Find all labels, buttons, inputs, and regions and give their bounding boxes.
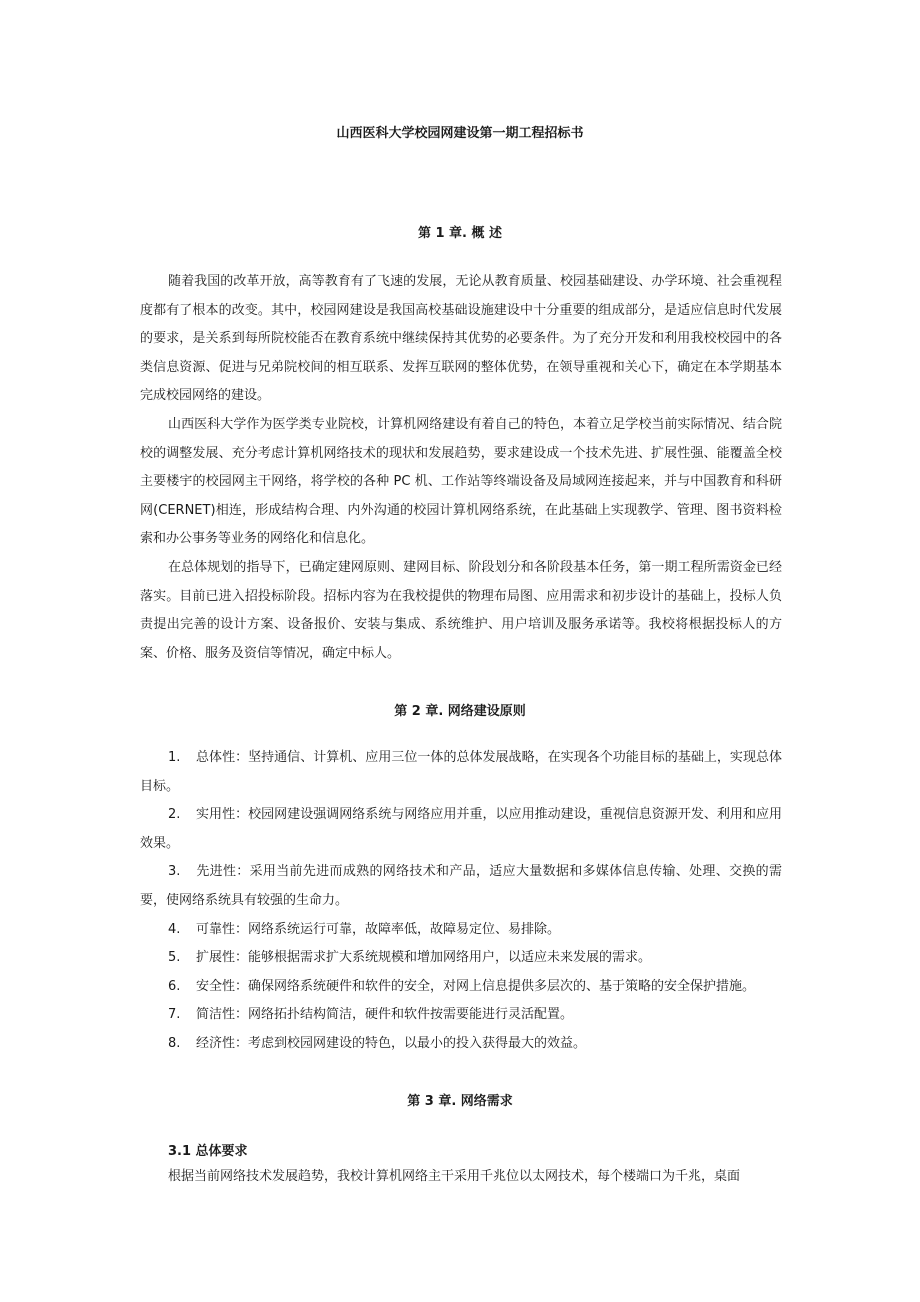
list-item xyxy=(140,1030,782,1059)
list-item xyxy=(140,801,782,858)
list-item-text: 安全性：确保网络系统硬件和软件的安全，对网上信息提供多层次的、基于策略的安全保护措施。 xyxy=(196,978,756,994)
list-item-number: 7. xyxy=(168,1007,181,1023)
chapter-1-heading: 第 1 章. 概 述 xyxy=(417,226,503,241)
list-item-number: 6. xyxy=(168,978,181,994)
chapter-2-heading: 第 2 章. 网络建设原则 xyxy=(394,704,526,719)
list-item-text: 简洁性：网络拓扑结构简洁，硬件和软件按需要能进行灵活配置。 xyxy=(196,1007,574,1023)
list-item-text: 先进性：采用当前先进而成熟的网络技术和产品，适应大量数据和多媒体信息传输、处理、交换的需要，使网络系统具有较强的生命力。 xyxy=(140,864,782,908)
chapter-3-body xyxy=(140,1163,782,1192)
chapter-1-paragraph-3: 在总体规划的指导下，已确定建网原则、建网目标、阶段划分和各阶段基本任务，第一期工程所需资金已经落实。目前已进入招投标阶段。招标内容为在我校提供的物理布局图、应用需求和初步设计的基础上，投标人负责提出完善的设计方案、设备报价、安装与集成、系统维护、用户培训及服务承诺等。我校将根据投标人的方案、价格、服务及资信等情况，确定中标人。 xyxy=(140,559,782,661)
list-item-text: 扩展性：能够根据需求扩大系统规模和增加网络用户，以适应未来发展的需求。 xyxy=(196,950,652,966)
list-item-text: 实用性：校园网建设强调网络系统与网络应用并重，以应用推动建设，重视信息资源开发、利用和应用效果。 xyxy=(140,807,782,851)
chapter-1-paragraph-1: 随着我国的改革开放，高等教育有了飞速的发展，无论从教育质量、校园基础建设、办学环境、社会重视程度都有了根本的改变。其中，校园网建设是我国高校基础设施建设中十分重要的组成部分，是适应信息时代发展的要求，是关系到每所院校能否在教育系统中继续保持其优势的必要条件。为了充分开发和利用我校校园中的各类信息资源、促进与兄弟院校间的相互联系、发挥互联网的整体优势，在领导重视和关心下，确定在本学期基本完成校园网络的建设。 xyxy=(140,274,782,404)
chapter-3-paragraph: 根据当前网络技术发展趋势，我校计算机网络主干采用千兆位以太网技术，每个楼端口为千兆，桌面 xyxy=(168,1169,741,1184)
chapter-1-body xyxy=(140,268,782,668)
list-item xyxy=(140,973,782,1002)
chapter-1-paragraph-2: 山西医科大学作为医学类专业院校，计算机网络建设有着自己的特色，本着立足学校当前实际情况、结合院校的调整发展、充分考虑计算机网络技术的现状和发展趋势，要求建设成一个技术先进、扩展性强、能覆盖全校主要楼宇的校园网主干网络，将学校的各种 PC 机、工作站等终端设备及局域网连接起来，并与中国教育和科研网(CERNET)相连，形成结构合理、内外沟通的校园计算机网络系统，在此基础上实现教学、管理、图书资料检索和办公事务等业务的网络化和信息化。 xyxy=(140,416,782,547)
list-item xyxy=(140,858,782,915)
list-item-number: 4. xyxy=(168,921,181,937)
list-item-number: 1. xyxy=(168,750,181,765)
document-title: 山西医科大学校园网建设第一期工程招标书 xyxy=(336,126,584,141)
list-item xyxy=(140,916,782,945)
list-item-text: 经济性：考虑到校园网建设的特色，以最小的投入获得最大的效益。 xyxy=(196,1035,587,1051)
list-item xyxy=(140,944,782,973)
list-item-number: 8. xyxy=(168,1035,181,1051)
list-item-text: 总体性：坚持通信、计算机、应用三位一体的总体发展战略，在实现各个功能目标的基础上，实现总体目标。 xyxy=(140,750,782,794)
list-item-number: 2. xyxy=(168,807,181,823)
list-item-text: 可靠性：网络系统运行可靠，故障率低，故障易定位、易排除。 xyxy=(196,921,561,937)
list-item xyxy=(140,1001,782,1030)
list-item-number: 5. xyxy=(168,950,181,966)
principles-list xyxy=(140,744,782,1059)
list-item-number: 3. xyxy=(168,864,181,880)
list-item xyxy=(140,744,782,801)
section-3-1-heading: 3.1 总体要求 xyxy=(168,1144,248,1159)
chapter-2-body xyxy=(140,744,782,1059)
chapter-3-heading: 第 3 章. 网络需求 xyxy=(407,1094,513,1109)
